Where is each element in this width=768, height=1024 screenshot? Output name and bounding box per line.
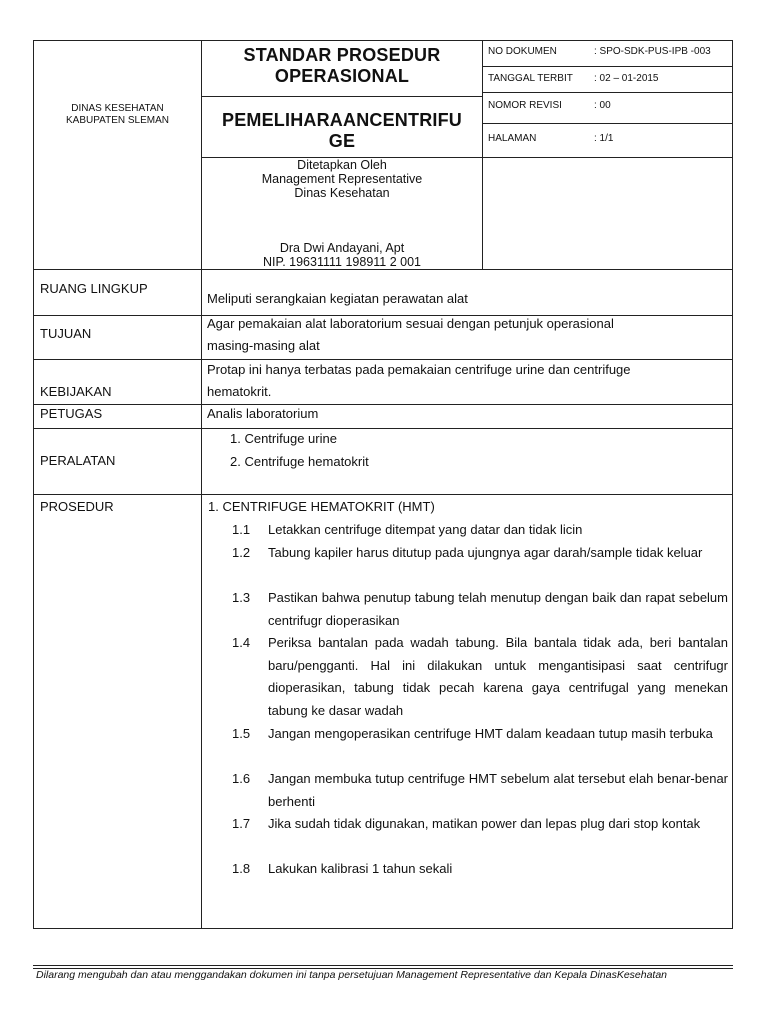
text-tujuan-line2: masing-masing alat	[207, 338, 320, 353]
meta-value-issue-date: : 02 – 01-2015	[594, 73, 659, 84]
meta-label-doc-number: NO DOKUMEN	[488, 46, 557, 57]
step-number: 1.7	[232, 816, 251, 831]
step-text: Pastikan bahwa penutup tabung telah menutup dengan baik dan rapat sebelum centrifugr dioperasikan	[268, 590, 728, 628]
divider	[33, 494, 733, 495]
approver-signature: Dra Dwi Andayani, Apt NIP. 19631111 198911 2 001	[262, 241, 421, 269]
meta-value-revision: : 00	[594, 100, 611, 111]
label-tujuan: TUJUAN	[40, 326, 92, 341]
divider	[482, 92, 733, 93]
divider	[33, 404, 733, 405]
text-petugas: Analis laboratorium	[207, 406, 319, 421]
step-text: Jangan mengoperasikan centrifuge HMT dalam keadaan tutup masih terbuka	[268, 726, 713, 741]
step-text: Jangan membuka tutup centrifuge HMT sebelum alat tersebut elah benar-benar berhenti	[268, 771, 728, 809]
step-text: Jika sudah tidak digunakan, matikan power dan lepas plug dari stop kontak	[268, 816, 701, 831]
text-ruang-lingkup: Meliputi serangkaian kegiatan perawatan alat	[207, 291, 468, 306]
label-kebijakan: KEBIJAKAN	[40, 384, 112, 399]
divider	[33, 269, 733, 270]
divider	[482, 123, 733, 124]
document-subject: PEMELIHARAANCENTRIFU GE	[222, 110, 462, 151]
step-text: Lakukan kalibrasi 1 tahun sekali	[268, 861, 453, 876]
step-text: Letakkan centrifuge ditempat yang datar dan tidak licin	[268, 522, 583, 537]
step-number: 1.4	[232, 635, 251, 650]
step-number: 1.2	[232, 545, 251, 560]
label-ruang-lingkup: RUANG LINGKUP	[40, 281, 148, 296]
meta-label-revision: NOMOR REVISI	[488, 100, 562, 111]
divider	[482, 40, 483, 269]
peralatan-item: 1. Centrifuge urine	[230, 431, 337, 446]
meta-value-doc-number: : SPO-SDK-PUS-IPB -003	[594, 46, 711, 57]
footer-note: Dilarang mengubah dan atau menggandakan dokumen ini tanpa persetujuan Management Representative dan Kepala DinasKesehatan	[36, 969, 668, 981]
meta-value-page: : 1/1	[594, 133, 614, 144]
step-text: Tabung kapiler harus ditutup pada ujungnya agar darah/sample tidak keluar	[268, 545, 703, 560]
step-number: 1.3	[232, 590, 251, 605]
text-tujuan-line1: Agar pemakaian alat laboratorium sesuai dengan petunjuk operasional	[207, 316, 614, 331]
footer-rule	[33, 965, 733, 966]
text-kebijakan-line2: hematokrit.	[207, 384, 272, 399]
organization-name: DINAS KESEHATAN KABUPATEN SLEMAN	[66, 103, 169, 126]
label-peralatan: PERALATAN	[40, 453, 116, 468]
meta-label-issue-date: TANGGAL TERBIT	[488, 73, 573, 84]
label-prosedur: PROSEDUR	[40, 499, 114, 514]
peralatan-item: 2. Centrifuge hematokrit	[230, 454, 369, 469]
text-kebijakan-line1: Protap ini hanya terbatas pada pemakaian centrifuge urine dan centrifuge	[207, 362, 631, 377]
step-number: 1.1	[232, 522, 251, 537]
document-title: STANDAR PROSEDUR OPERASIONAL	[243, 45, 441, 86]
divider	[33, 428, 733, 429]
step-text: Periksa bantalan pada wadah tabung. Bila bantala tidak ada, beri bantalan baru/pengganti. Hal ini dilakukan untuk mengantisipasi saat centrifugr dioperasikan, tabung tidak pecah karena gaya centrifugal yang menekan tabung ke dasar wadah	[268, 635, 728, 718]
prosedur-heading: 1. CENTRIFUGE HEMATOKRIT (HMT)	[208, 499, 435, 514]
step-number: 1.6	[232, 771, 251, 786]
step-number: 1.5	[232, 726, 251, 741]
label-petugas: PETUGAS	[40, 406, 103, 421]
approval-block: Ditetapkan Oleh Management Representative Dinas Kesehatan	[261, 158, 423, 200]
divider	[201, 96, 482, 97]
meta-label-page: HALAMAN	[488, 133, 537, 144]
divider	[482, 66, 733, 67]
step-number: 1.8	[232, 861, 251, 876]
divider	[33, 359, 733, 360]
